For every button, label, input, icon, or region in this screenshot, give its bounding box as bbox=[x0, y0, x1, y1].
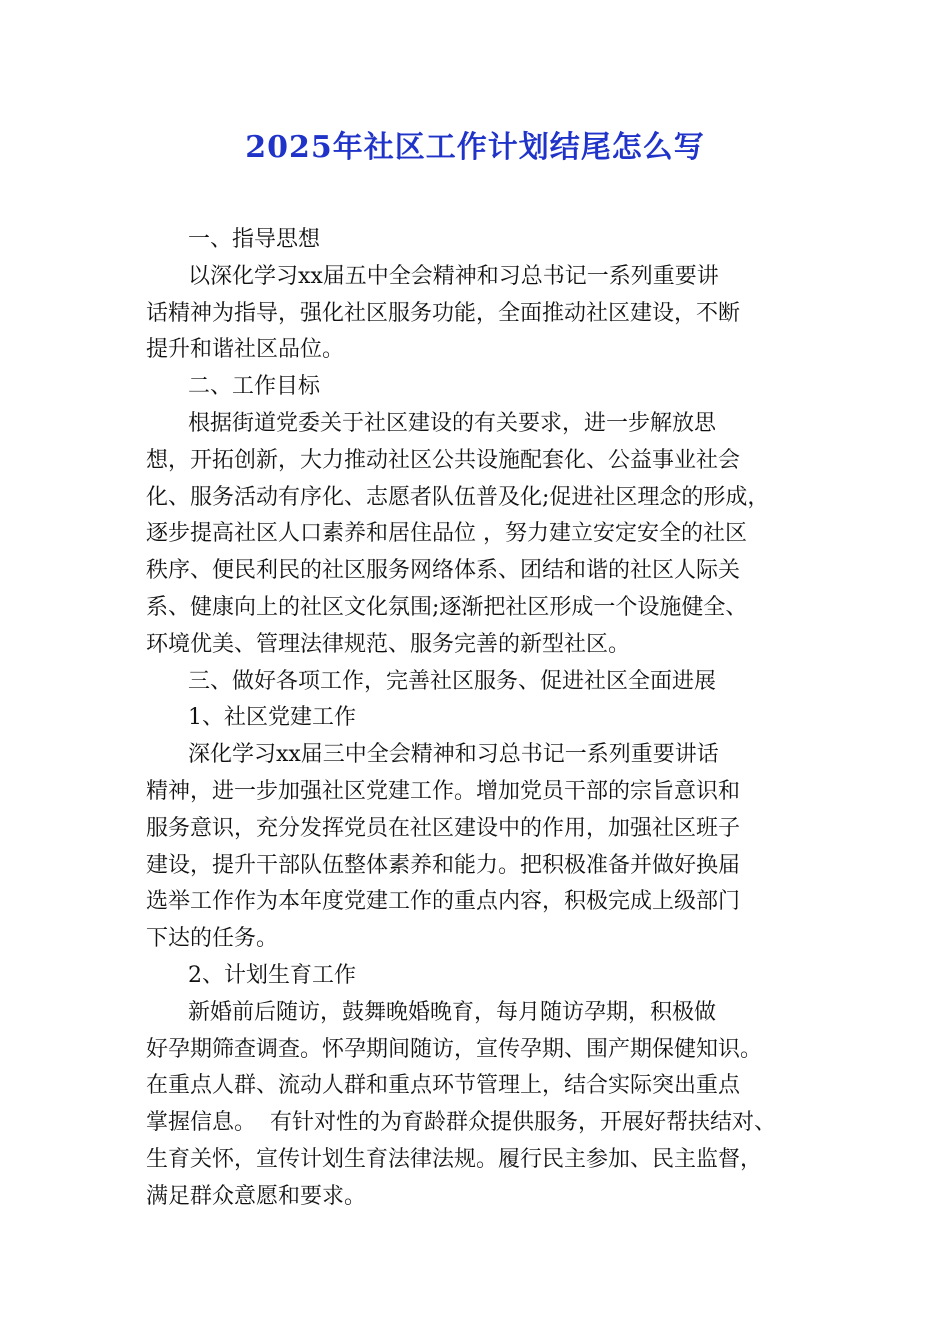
text-line: 选举工作作为本年度党建工作的重点内容，积极完成上级部门 bbox=[146, 889, 741, 915]
text-line: 新婚前后随访，鼓舞晚婚晚育，每月随访孕期，积极做 bbox=[146, 999, 716, 1025]
text-line: 服务意识，充分发挥党员在社区建设中的作用，加强社区班子 bbox=[146, 815, 741, 841]
text-line: 系、健康向上的社区文化氛围;逐渐把社区形成一个设施健全、 bbox=[146, 594, 748, 620]
text-line: 精神，进一步加强社区党建工作。增加党员干部的宗旨意识和 bbox=[146, 778, 741, 804]
text-line: 三、做好各项工作，完善社区服务、促进社区全面进展 bbox=[146, 668, 716, 694]
text-line: 1、社区党建工作 bbox=[146, 705, 356, 731]
text-line: 化、服务活动有序化、志愿者队伍普及化;促进社区理念的形成， bbox=[146, 484, 770, 510]
text-line: 一、指导思想 bbox=[146, 227, 320, 252]
text-line: 逐步提高社区人口素养和居住品位 ，努力建立安定安全的社区 bbox=[146, 521, 747, 547]
text-line: 秩序、便民利民的社区服务网络体系、团结和谐的社区人际关 bbox=[146, 558, 741, 584]
text-line: 二、工作目标 bbox=[146, 374, 320, 400]
text-line: 在重点人群、流动人群和重点环节管理上，结合实际突出重点 bbox=[146, 1073, 741, 1099]
text-line: 掌握信息。 有针对性的为育龄群众提供服务，开展好帮扶结对、 bbox=[146, 1110, 776, 1136]
text-line: 好孕期筛查调查。怀孕期间随访，宣传孕期、围产期保健知识。 bbox=[146, 1036, 763, 1062]
text-line: 建设，提升干部队伍整体素养和能力。把积极准备并做好换届 bbox=[146, 852, 741, 878]
text-line: 提升和谐社区品位。 bbox=[146, 337, 345, 363]
text-line: 环境优美、管理法律规范、服务完善的新型社区。 bbox=[146, 631, 631, 657]
text-line: 生育关怀，宣传计划生育法律法规。履行民主参加、民主监督， bbox=[146, 1146, 763, 1172]
text-line: 根据街道党委关于社区建设的有关要求，进一步解放思 bbox=[146, 410, 716, 436]
text-line: 满足群众意愿和要求。 bbox=[146, 1183, 367, 1209]
text-line: 想，开拓创新，大力推动社区公共设施配套化、公益事业社会 bbox=[146, 447, 741, 473]
text-line: 话精神为指导，强化社区服务功能，全面推动社区建设，不断 bbox=[146, 300, 741, 326]
text-line: 2、计划生育工作 bbox=[146, 962, 356, 988]
text-line: 以深化学习xx届五中全会精神和习总书记一系列重要讲 bbox=[146, 263, 719, 289]
text-line: 深化学习xx届三中全会精神和习总书记一系列重要讲话 bbox=[146, 742, 719, 768]
text-line: 下达的任务。 bbox=[146, 926, 279, 952]
document-body bbox=[146, 222, 806, 1216]
document-title: 2025年社区工作计划结尾怎么写 bbox=[245, 130, 705, 165]
